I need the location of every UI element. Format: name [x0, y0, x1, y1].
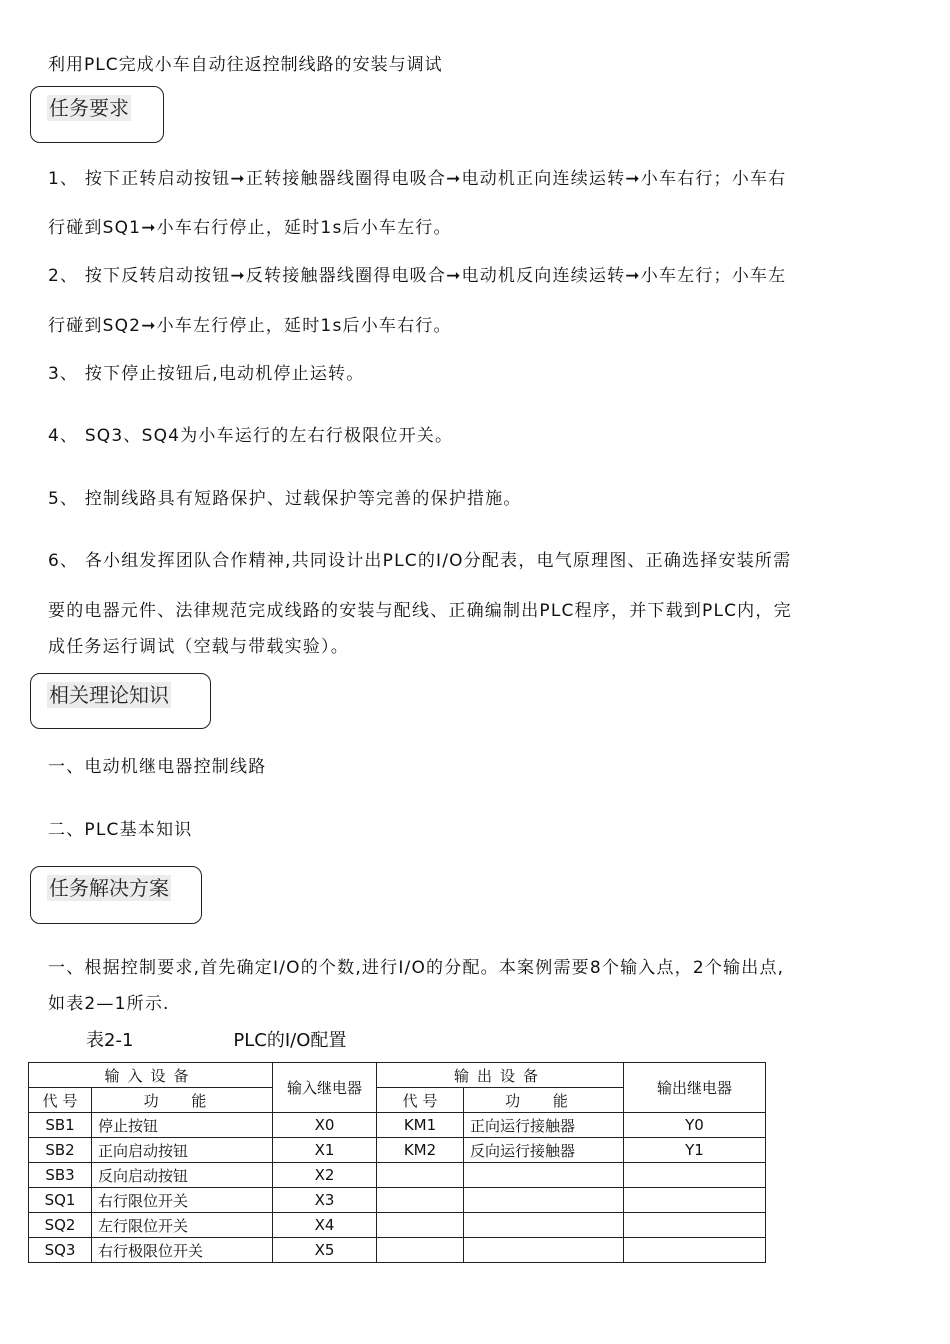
table-row: [29, 1188, 766, 1213]
input-code-cell: SB2: [29, 1138, 92, 1163]
output-relay-cell: [624, 1213, 766, 1238]
output-function-cell: 反向运行接触器: [464, 1138, 624, 1163]
input-function-cell: 左行限位开关: [92, 1213, 273, 1238]
table-row: [29, 1113, 766, 1138]
input-relay-cell: X0: [273, 1113, 377, 1138]
section-title: 任务解决方案: [49, 876, 169, 900]
output-code-cell: [377, 1188, 464, 1213]
requirement-2-line-1: 2、 按下反转启动按钮➞反转接触器线圈得电吸合➞电动机反向连续运转➞小车左行；小车左: [48, 266, 787, 286]
output-relay-cell: [624, 1188, 766, 1213]
table-number: 表2-1: [86, 1030, 134, 1051]
section-solution: [30, 866, 202, 924]
theory-item-2: 二、PLC基本知识: [48, 820, 193, 840]
input-relay-cell: X4: [273, 1213, 377, 1238]
header-input-code: 代 号: [29, 1088, 92, 1113]
io-allocation-table: [28, 1062, 766, 1263]
input-function-cell: 右行限位开关: [92, 1188, 273, 1213]
output-code-cell: [377, 1238, 464, 1263]
output-relay-cell: [624, 1238, 766, 1263]
section-theory: [30, 673, 211, 729]
requirement-4: 4、 SQ3、SQ4为小车运行的左右行极限位开关。: [48, 426, 454, 446]
section-task-requirements: [30, 86, 164, 143]
requirement-3: 3、 按下停止按钮后,电动机停止运转。: [48, 364, 365, 384]
header-output-device: 输出设备: [377, 1063, 624, 1088]
output-code-cell: KM2: [377, 1138, 464, 1163]
header-input-relay: 输入继电器: [273, 1063, 377, 1113]
output-function-cell: 正向运行接触器: [464, 1113, 624, 1138]
requirement-6-line-1: 6、 各小组发挥团队合作精神,共同设计出PLC的I/O分配表，电气原理图、正确选择安装所需: [48, 551, 792, 571]
output-function-cell: [464, 1238, 624, 1263]
header-output-code: 代 号: [377, 1088, 464, 1113]
input-function-cell: 停止按钮: [92, 1113, 273, 1138]
header-output-relay: 输出继电器: [624, 1063, 766, 1113]
requirement-1-line-2: 行碰到SQ1➞小车右行停止，延时1s后小车左行。: [48, 218, 452, 238]
input-code-cell: SQ1: [29, 1188, 92, 1213]
table-row: [29, 1163, 766, 1188]
header-input-function: 功 能: [92, 1088, 273, 1113]
table-row: [29, 1238, 766, 1263]
input-relay-cell: X1: [273, 1138, 377, 1163]
output-relay-cell: Y0: [624, 1113, 766, 1138]
requirement-6-line-3: 成任务运行调试（空载与带载实验）。: [48, 637, 349, 657]
output-code-cell: [377, 1213, 464, 1238]
table-row: [29, 1213, 766, 1238]
solution-line-1: 一、根据控制要求,首先确定I/O的个数,进行I/O的分配。本案例需要8个输入点，2个输出点,: [48, 958, 785, 978]
input-relay-cell: X2: [273, 1163, 377, 1188]
table-title: PLC的I/O配置: [233, 1030, 347, 1051]
input-code-cell: SQ2: [29, 1213, 92, 1238]
requirement-2-line-2: 行碰到SQ2➞小车左行停止，延时1s后小车右行。: [48, 316, 452, 336]
output-function-cell: [464, 1188, 624, 1213]
input-relay-cell: X3: [273, 1188, 377, 1213]
input-code-cell: SB1: [29, 1113, 92, 1138]
document-title: 利用PLC完成小车自动往返控制线路的安装与调试: [48, 55, 443, 75]
output-function-cell: [464, 1163, 624, 1188]
input-code-cell: SQ3: [29, 1238, 92, 1263]
output-relay-cell: Y1: [624, 1138, 766, 1163]
table-row: [29, 1138, 766, 1163]
requirement-6-line-2: 要的电器元件、法律规范完成线路的安装与配线、正确编制出PLC程序，并下载到PLC内，完: [48, 601, 792, 621]
section-title: 任务要求: [49, 96, 129, 120]
input-relay-cell: X5: [273, 1238, 377, 1263]
output-function-cell: [464, 1213, 624, 1238]
input-code-cell: SB3: [29, 1163, 92, 1188]
output-code-cell: KM1: [377, 1113, 464, 1138]
requirement-5: 5、 控制线路具有短路保护、过载保护等完善的保护措施。: [48, 489, 522, 509]
requirement-1-line-1: 1、 按下正转启动按钮➞正转接触器线圈得电吸合➞电动机正向连续运转➞小车右行；小车右: [48, 169, 787, 189]
output-code-cell: [377, 1163, 464, 1188]
input-function-cell: 反向启动按钮: [92, 1163, 273, 1188]
output-relay-cell: [624, 1163, 766, 1188]
input-function-cell: 正向启动按钮: [92, 1138, 273, 1163]
solution-line-2: 如表2—1所示.: [48, 994, 170, 1014]
section-title: 相关理论知识: [49, 683, 169, 707]
header-output-function: 功 能: [464, 1088, 624, 1113]
theory-item-1: 一、电动机继电器控制线路: [48, 757, 267, 777]
table-header-row: [29, 1063, 766, 1088]
input-function-cell: 右行极限位开关: [92, 1238, 273, 1263]
table-caption: [86, 1026, 346, 1052]
header-input-device: 输入设备: [29, 1063, 273, 1088]
